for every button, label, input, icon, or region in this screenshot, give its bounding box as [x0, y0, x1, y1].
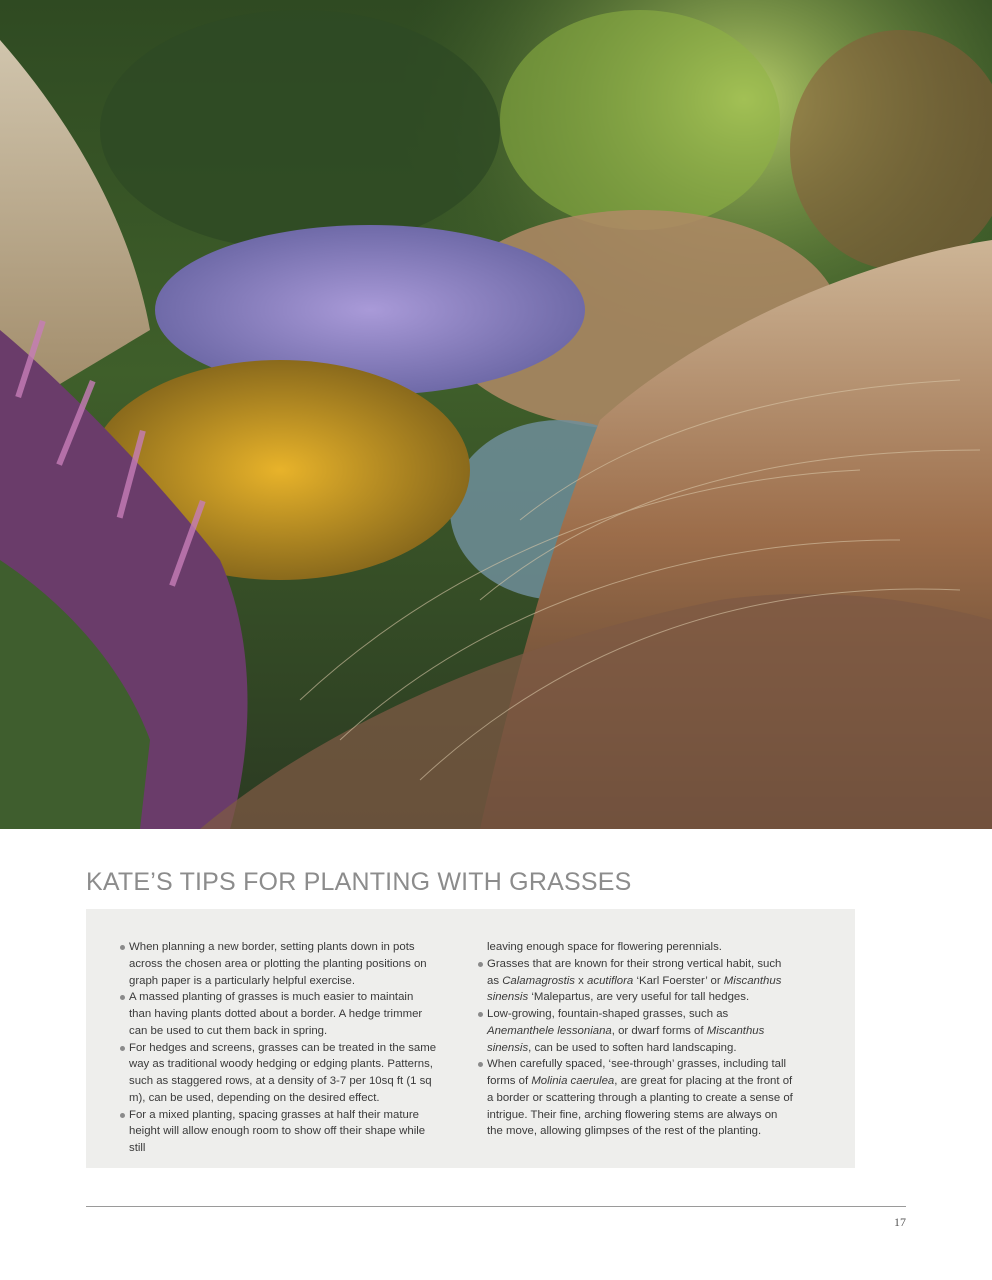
tip-text: For hedges and screens, grasses can be treated in the same way as traditional woody hedging or edging plants. Patterns, such as staggered rows, at a density of 3-7 per 10sq ft (1 sq m), can be used, depending on the desired effect.	[129, 1041, 437, 1104]
tip-text: Low-growing, fountain-shaped grasses, such as	[487, 1008, 729, 1020]
tips-box	[86, 909, 855, 1168]
tip-italic-text: Molinia caerulea	[531, 1075, 615, 1087]
tip-text: ‘Karl Foerster’ or	[633, 974, 724, 987]
tip-italic-text: Miscanthus sinensis	[487, 974, 782, 1004]
tip-text: , or dwarf forms of	[611, 1024, 707, 1037]
tip-item	[117, 1040, 437, 1107]
tips-column-left	[117, 939, 437, 1157]
tip-text: Grasses that are known for their strong vertical habit, such as	[487, 957, 782, 987]
tip-italic-text: Anemanthele lessoniana	[487, 1024, 612, 1037]
tip-item	[475, 956, 795, 1006]
tip-italic-text: acutiflora	[587, 974, 634, 987]
tip-text: , can be used to soften hard landscaping.	[528, 1041, 737, 1054]
page-heading: KATE’S TIPS FOR PLANTING WITH GRASSES	[86, 868, 632, 896]
tip-text: , are great for placing at the front of a border or scattering through a planting to create a sense of intrigue. Their fine, arching flowering stems are always on the move, allowing glimpses of the rest of the planting.	[487, 1075, 793, 1138]
tip-text: For a mixed planting, spacing grasses at half their mature height will allow enough room to show off their shape while still	[129, 1108, 426, 1154]
tip-italic-text: Calamagrostis	[502, 974, 576, 987]
tip-item	[475, 1006, 795, 1056]
tip-italic-text: Miscanthus sinensis	[487, 1024, 765, 1054]
tip-text: When carefully spaced, ‘see-through’ grasses, including tall forms of	[487, 1058, 787, 1087]
tip-item	[117, 1107, 437, 1157]
tip-item	[117, 939, 437, 989]
tip-continuation: leaving enough space for flowering perennials.	[487, 941, 722, 953]
tips-column-right	[475, 939, 795, 1140]
tip-item	[117, 989, 437, 1039]
tip-text: ‘Malepartus, are very useful for tall hedges.	[528, 991, 750, 1004]
tip-text: When planning a new border, setting plants down in pots across the chosen area or plotting the planting positions on graph paper is a particularly helpful exercise.	[129, 941, 427, 987]
tip-text: x	[575, 974, 588, 987]
tip-text: A massed planting of grasses is much easier to maintain than having plants dotted about a border. A hedge trimmer can be used to cut them back in spring.	[129, 991, 423, 1037]
tip-item	[475, 1056, 795, 1140]
footer-rule	[86, 1206, 906, 1207]
page-number: 17	[894, 1215, 906, 1229]
